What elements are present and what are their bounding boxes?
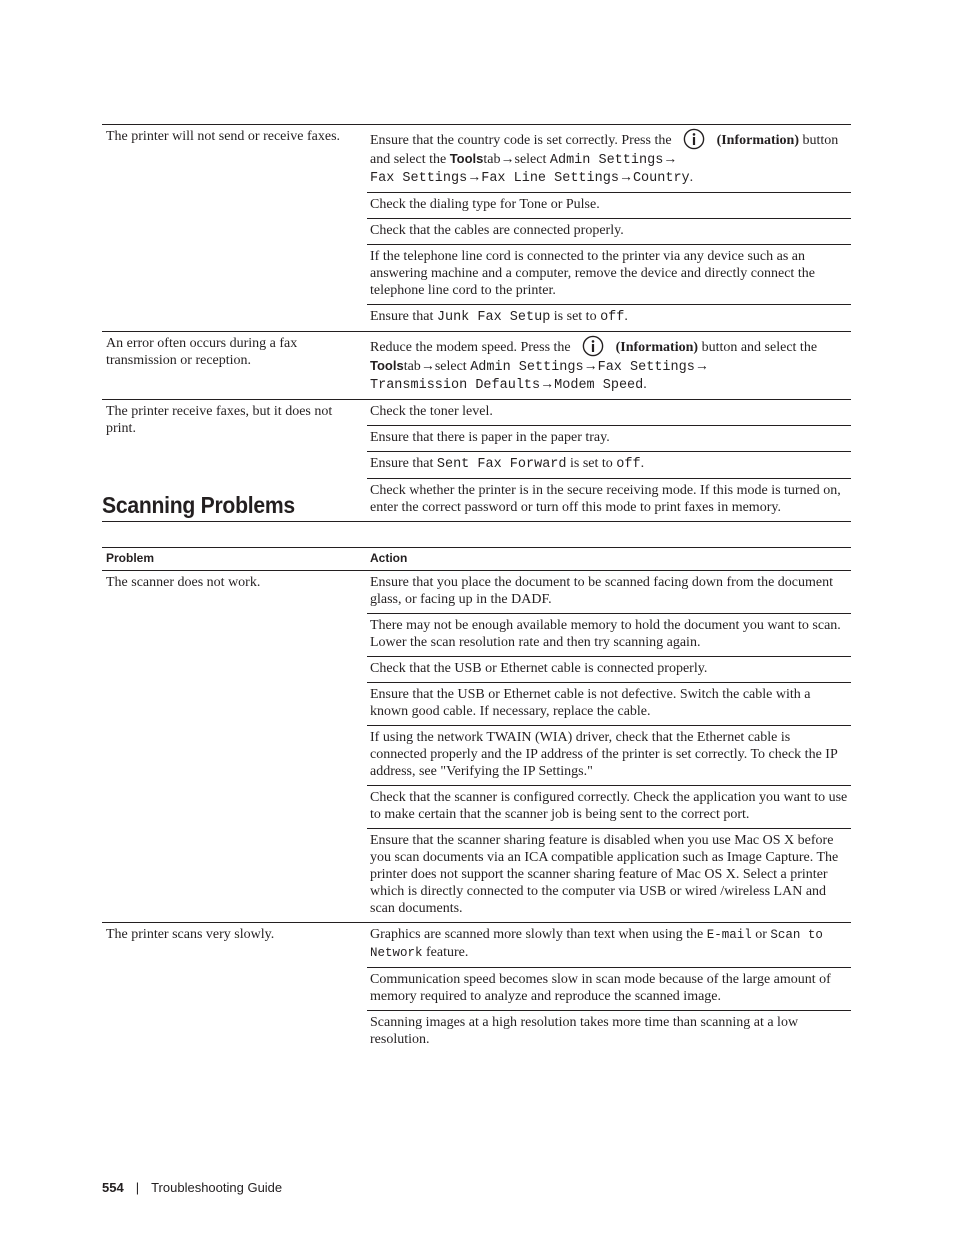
action-cell: Ensure that the country code is set correctly. Press the (Information) button and select the Toolstab→select Admin Settings→ Fax Settings→Fax Line Settings→Country. <box>367 125 851 193</box>
action-cell: Communication speed becomes slow in scan mode because of the large amount of memory required to analyze and reproduce the scanned image. <box>367 968 851 1011</box>
action-cell: Reduce the modem speed. Press the (Information) button and select the Toolstab→select Admin Settings→Fax Settings→ Transmission Defaults→Modem Speed. <box>367 332 851 400</box>
action-cell: Ensure that the USB or Ethernet cable is not defective. Switch the cable with a known good cable. If necessary, replace the cable. <box>367 683 851 726</box>
arrow-icon: → <box>583 359 598 374</box>
action-cell: Ensure that there is paper in the paper tray. <box>367 426 851 452</box>
footer-separator: | <box>135 1180 140 1195</box>
information-button-icon <box>582 335 604 357</box>
section-title: Scanning Problems <box>102 492 295 518</box>
arrow-icon: → <box>694 359 709 374</box>
footer-section-title: Troubleshooting Guide <box>151 1180 283 1195</box>
table-row <box>102 923 851 968</box>
table-row <box>102 400 851 426</box>
action-cell: Graphics are scanned more slowly than text when using the E-mail or Scan to Network feature. <box>367 923 851 968</box>
action-cell: There may not be enough available memory to hold the document you want to scan. Lower the scan resolution rate and then try scanning again. <box>367 614 851 657</box>
action-column-header: Action <box>367 548 851 571</box>
table-row <box>102 125 851 193</box>
table-row <box>102 571 851 614</box>
problem-cell: The printer scans very slowly. <box>106 927 275 942</box>
scanning-problems-table <box>102 547 851 1053</box>
tools-tab-label: Tools <box>449 151 484 166</box>
tools-tab-label: Tools <box>370 358 404 373</box>
arrow-icon: → <box>500 152 515 167</box>
arrow-icon: → <box>618 170 633 185</box>
action-cell: Ensure that Sent Fax Forward is set to off. <box>367 452 851 479</box>
arrow-icon: → <box>420 359 435 374</box>
information-button-icon <box>683 128 705 150</box>
action-cell: Check that the cables are connected properly. <box>367 219 851 245</box>
information-label: (Information) <box>716 133 799 148</box>
problem-column-header: Problem <box>102 548 364 571</box>
action-cell: Check that the scanner is configured correctly. Check the application you want to use to make certain that the scanner job is being sent to the correct port. <box>367 786 851 829</box>
arrow-icon: → <box>467 170 482 185</box>
action-cell: If the telephone line cord is connected to the printer via any device such as an answering machine and a computer, remove the device and directly connect the telephone line cord to the printer. <box>367 245 851 305</box>
action-cell: Check whether the printer is in the secure receiving mode. If this mode is turned on, enter the correct password or turn off this mode to print faxes in memory. <box>367 479 851 522</box>
action-cell: Ensure that Junk Fax Setup is set to off. <box>367 305 851 332</box>
action-cell: If using the network TWAIN (WIA) driver, check that the Ethernet cable is connected properly and the IP address of the printer is set correctly. To check the IP address, see "Verifying the IP Settings." <box>367 726 851 786</box>
page-number: 554 <box>102 1180 124 1195</box>
action-cell: Check that the USB or Ethernet cable is connected properly. <box>367 657 851 683</box>
page-footer <box>102 1180 282 1195</box>
action-cell: Check the toner level. <box>367 400 851 426</box>
table-header-row <box>102 548 851 571</box>
action-cell: Ensure that you place the document to be scanned facing down from the document glass, or facing up in the DADF. <box>367 571 851 614</box>
arrow-icon: → <box>663 152 678 167</box>
problem-cell: An error often occurs during a fax transmission or reception. <box>102 332 364 400</box>
table-row <box>102 332 851 400</box>
information-label: (Information) <box>615 340 699 355</box>
problem-cell: The scanner does not work. <box>102 571 364 923</box>
fax-problems-table <box>102 124 851 522</box>
action-cell: Scanning images at a high resolution takes more time than scanning at a low resolution. <box>370 1015 799 1047</box>
arrow-icon: → <box>540 377 555 392</box>
problem-cell: The printer will not send or receive faxes. <box>102 125 364 332</box>
problem-cell: The printer receive faxes, but it does not print. <box>102 400 364 522</box>
action-cell: Ensure that the scanner sharing feature is disabled when you use Mac OS X before you scan documents via an ICA compatible application such as Image Capture. The printer does not support the scanner sharing feature of Mac OS X. Select a printer which is directly connected to the computer via USB or wired /wireless LAN and scan documents. <box>367 829 851 923</box>
action-cell: Check the dialing type for Tone or Pulse. <box>367 193 851 219</box>
